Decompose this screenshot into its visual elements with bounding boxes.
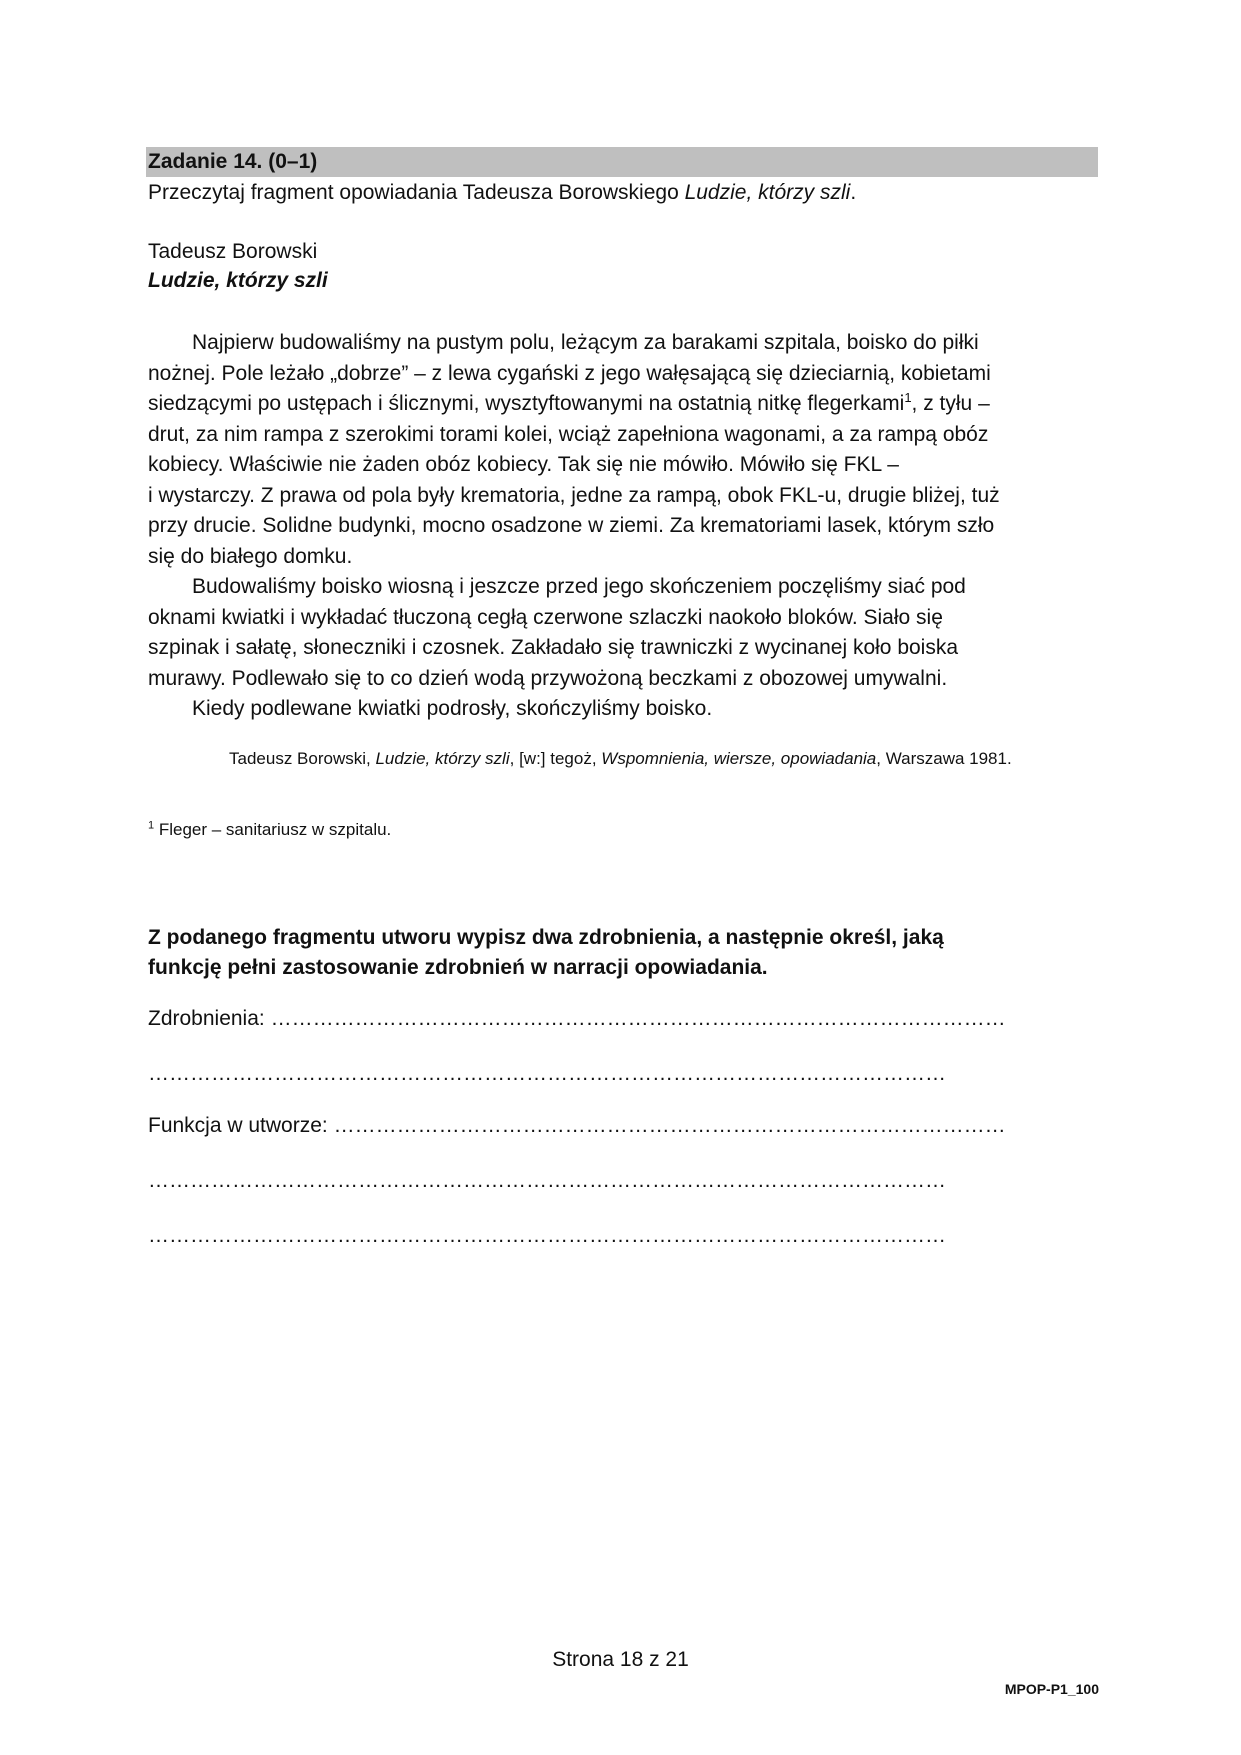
excerpt-line: i wystarczy. Z prawa od pola były krematoria, jedne za rampą, obok FKL-u, drugie bliżej, tuż: [148, 483, 1000, 507]
excerpt-line: oknami kwiatki i wykładać tłuczoną cegłą czerwone szlaczki naokoło bloków. Siało się: [148, 605, 943, 629]
footnote-marker: 1: [148, 819, 155, 832]
diminutives-label: Zdrobnienia:: [148, 1007, 271, 1030]
answer-dots: ……………………………………………………………………………………………………: [148, 1169, 946, 1192]
answer-dots: ……………………………………………………………………………………………………: [148, 1062, 946, 1085]
footnote-reference: 1: [904, 390, 912, 406]
excerpt-line: kobiecy. Właściwie nie żaden obóz kobiecy. Tak się nie mówiło. Mówiło się FKL –: [148, 453, 899, 476]
source-author: Tadeusz Borowski,: [229, 749, 376, 768]
source-collection: Wspomnienia, wiersze, opowiadania: [601, 749, 877, 768]
question-prompt: [148, 923, 944, 983]
page-number: Strona 18 z 21: [552, 1648, 689, 1671]
footnote: [148, 819, 391, 841]
excerpt-line: się do białego domku.: [148, 544, 353, 568]
footnote-text: Fleger – sanitariusz w szpitalu.: [154, 820, 392, 839]
excerpt-line: Kiedy podlewane kwiatki podrosły, skończyliśmy boisko.: [192, 697, 713, 720]
answer-dots: ……………………………………………………………………………………………: [270, 1007, 1006, 1030]
source-work: Ludzie, którzy szli: [375, 749, 510, 768]
excerpt-line: Budowaliśmy boisko wiosną i jeszcze przed jego skończeniem poczęliśmy siać pod: [192, 575, 966, 598]
function-answer-line[interactable]: [148, 1222, 946, 1250]
excerpt-line: drut, za nim rampa z szerokimi torami kolei, wciąż zapełniona wagonami, a za rampą obóz: [148, 422, 989, 446]
instruction-work-title: Ludzie, którzy szli: [684, 181, 851, 204]
answer-dots: ……………………………………………………………………………………………………: [148, 1224, 946, 1247]
excerpt-text: [148, 328, 1098, 725]
source-middle: , [w:] tegoż,: [509, 749, 602, 768]
task-instruction: [148, 179, 856, 207]
excerpt-line: przy drucie. Solidne budynki, mocno osadzone w ziemi. Za krematoriami lasek, którym szło: [148, 514, 995, 537]
source-citation: [229, 748, 1012, 770]
function-label: Funkcja w utworze:: [148, 1114, 334, 1137]
excerpt-line: nożnej. Pole leżało „dobrze” – z lewa cygański z jego wałęsającą się dzieciarnią, kobietami: [148, 361, 991, 385]
excerpt-line: Najpierw budowaliśmy na pustym polu, leżącym za barakami szpitala, boisko do piłki: [192, 331, 979, 354]
excerpt-line: szpinak i sałatę, słoneczniki i czosnek. Zakładało się trawniczki z wycinanej koło boiska: [148, 636, 959, 659]
excerpt-line: murawy. Podlewało się to co dzień wodą przywożoną beczkami z obozowej umywalni.: [148, 666, 948, 690]
question-line: funkcję pełni zastosowanie zdrobnień w narracji opowiadania.: [148, 956, 768, 979]
exam-code: MPOP-P1_100: [1004, 1681, 1099, 1697]
function-answer-field[interactable]: [148, 1112, 1006, 1140]
diminutives-answer-field[interactable]: [148, 1005, 1006, 1033]
excerpt-line-text: , z tyłu –: [911, 392, 990, 415]
instruction-text: Przeczytaj fragment opowiadania Tadeusza Borowskiego: [148, 181, 685, 204]
excerpt-line-text: siedzącymi po ustępach i ślicznymi, wysztyftowanymi na ostatnią nitkę flegerkami: [148, 392, 905, 415]
question-line: Z podanego fragmentu utworu wypisz dwa zdrobnienia, a następnie określ, jaką: [148, 926, 944, 949]
function-answer-line[interactable]: [148, 1167, 946, 1195]
excerpt-author: Tadeusz Borowski: [148, 240, 318, 263]
task-header: Zadanie 14. (0–1): [146, 147, 1098, 177]
diminutives-answer-line[interactable]: [148, 1060, 946, 1088]
source-end: , Warszawa 1981.: [876, 749, 1012, 768]
answer-dots: ……………………………………………………………………………………: [333, 1114, 1006, 1137]
excerpt-title: Ludzie, którzy szli: [148, 269, 328, 292]
instruction-end: .: [850, 181, 857, 204]
excerpt-line: [148, 389, 1098, 420]
